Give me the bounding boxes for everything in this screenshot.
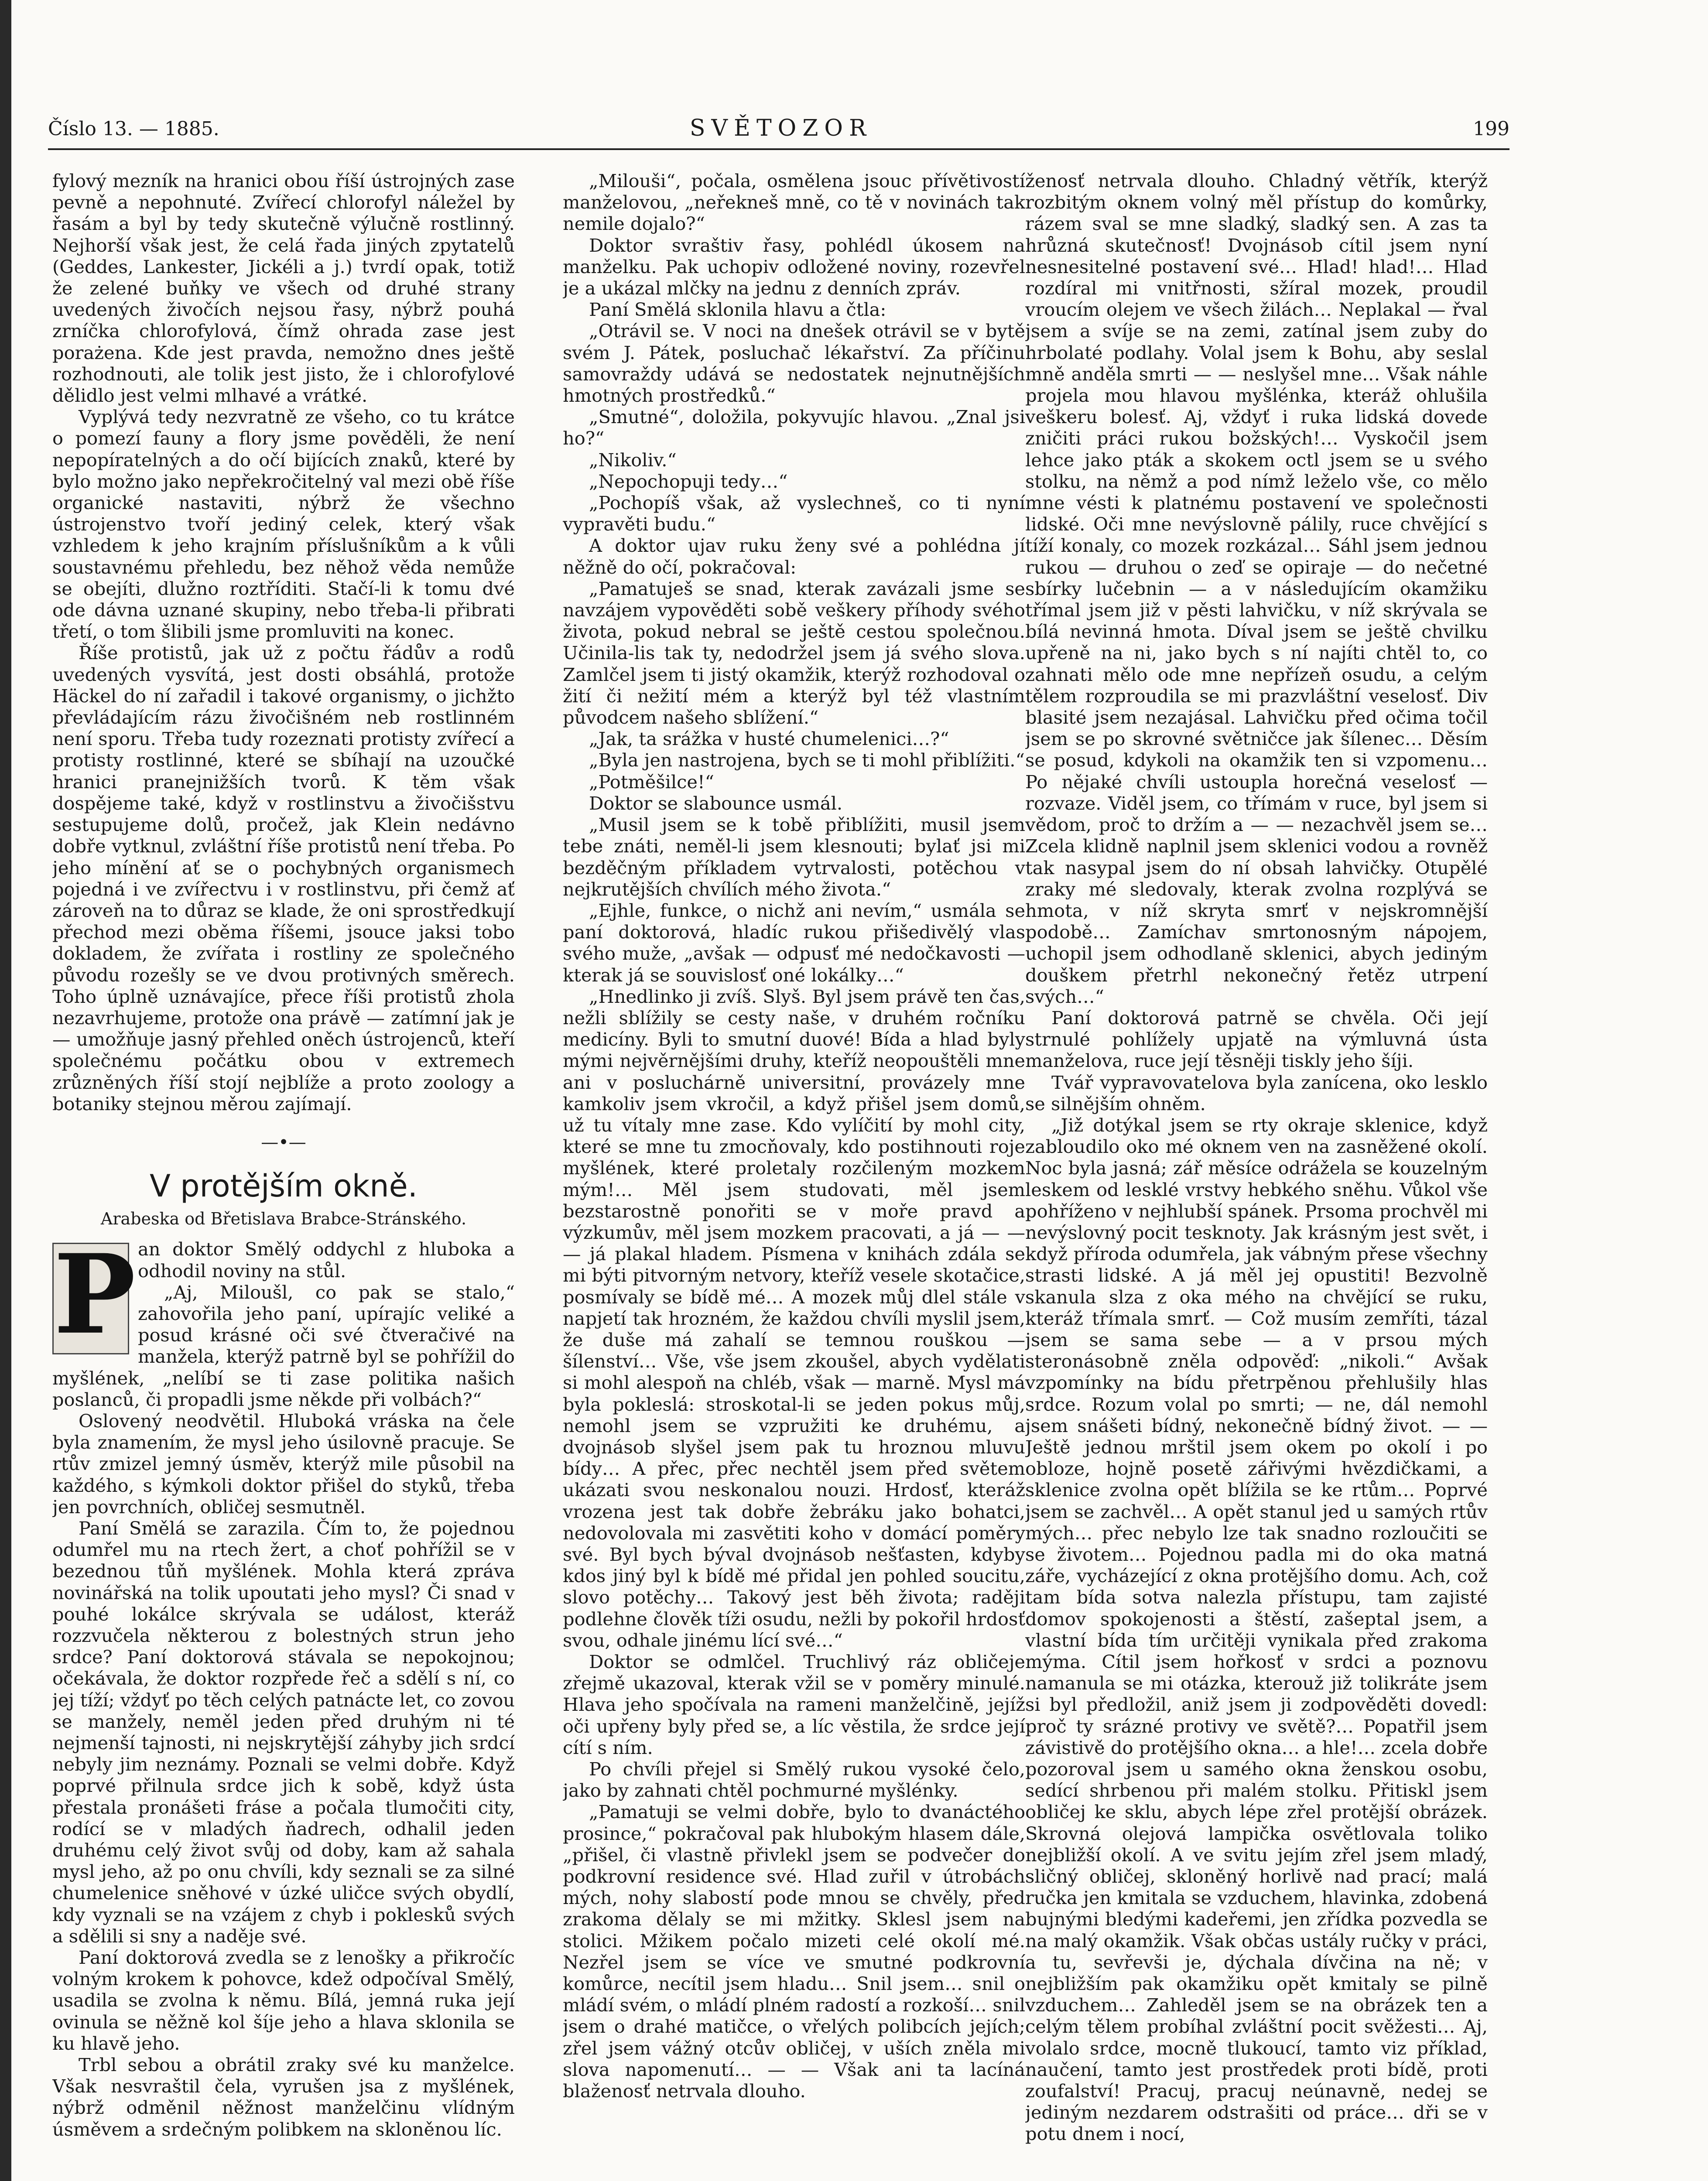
- drop-cap: P: [52, 1243, 129, 1354]
- column-1: [52, 170, 515, 2181]
- article-paragraph: fylový mezník na hranici obou říší ústrojných zase pevně a nepohnuté. Zvířecí chlorofyl náležel by řasám a byl by tedy skutečně výlučně rostlinný. Nejhorší však jest, že celá řada jiných zpytatelů (Geddes, Lankester, Jickéli a j.) tvrdí opak, totiž že zelené buňky ve všech od druhé strany uvedených živočích nejsou řasy, nýbrž pouhá zrníčka chlorofylová, čímž ohrada zase jest porażena. Kde jest pravda, nemožno dnes ještě rozhodnouti, ale tolik jest jisto, že i chlorofylové dělidlo jest velmi mlhavé a vrátké.: [52, 170, 515, 407]
- story-byline: Arabeska od Břetislava Brabce-Stránského.: [100, 1209, 467, 1229]
- article-paragraph: Říše protistů, jak už z počtu řádův a rodů uvedených vysvítá, jest dosti obsáhlá, protože Häckel do ní zařadil i takové organismy, o jichžto převládajícím rázu živočišném neb rostlinném není sporu. Třeba tudy rozeznati protisty zvířecí a protisty rostlinné, které se sbíhají na uzoučké hranici pranejnižších tvorů. K těm však dospějeme také, když v rostlinstvu a živočišstvu sestupujeme dolů, pročež, jak Klein nedávno dobře vytknul, zvláštní říše protistů není třeba. Po jeho mínění ať se o pochybných organismech pojedná i ve zvířectvu i v rostlinstvu, při čemž ať zároveň na to důraz se klade, že oni sprostředkují přechod mezi oběma říšemi, jsouce jaksi tobo dokladem, že zvířata i rostliny ze společného původu rozešly se ve dvou protivných směrech. Toho úplně uznávajíce, přece říši protistů zhola nezavrhujeme, protože ona právě — zatímní jak je — umožňuje jasný přehled oněch ústrojenců, kteří společnému počátku obou v extremech zrůzněných říší stojí nejblíže a proto zoology a botaniky stejnou měrou zajímají.: [52, 642, 515, 1114]
- story-paragraph: „Již dotýkal jsem se rty okraje sklenice, když zabloudilo oko mé oknem ven na zasněžené okolí. Noc byla jasná; zář měsíce odrážela se kouzelným leskem od lesklé vrstvy hebkého sněhu. Vůkol vše pohříženo v nejhlubší spánek. Prsoma prochvěl mi nevýslovný pocit tesknoty. Jak krásným jest svět, i když příroda odumřela, jak vábným přese všechny strasti lidské. A já měl jej opustiti! Bezvolně skanula slza z oka mého na chvějící se ruku, kteráž třímala smrť. — Což musím zemříti, tázal jsem se sama sebe — a v prsou mých steronásobně zněla odpověď: „nikoli.“ Avšak vzpomínky na bídu přetrpěnou přehlušily hlas srdce. Rozum volal po smrti; — ne, dál nemohl jsem snášeti bídný, nekonečně bídný život. — — Ještě jednou mrštil jsem okem po okolí i po obloze, hojně posetě zářivými hvězdičkami, a sklenice zvolna opět blížila se ke rtům… Poprvé jsem se zachvěl… A opět stanul jed u samých rtův mých… přec nebylo lze tak snadno rozloučiti se se životem… Pojednou padla mi do oka matná záře, vycházející z okna protějšího domu. Ach, což tam bída sotva nalezla přístupu, tam zajisté domov spokojenosti a štěstí, zašeptal jsem, a vlastní bída tím určitěji vynikala před zrakoma mýma. Cítil jsem hořkosť v srdci a poznovu namanula se mi otázka, kterouž již tolikráte jsem si byl předložil, aniž jsem ji zodpověděti dovedl: proč ty srázné protivy ve světě?… Popatřil jsem závistivě do protějšího okna… a hle!… zcela dobře pozoroval jsem u samého okna ženskou osobu, sedící shrbenou při malém stolku. Přitiskl jsem obličej ke sklu, abych lépe zřel protější obrázek. Skrovná olejová lampička osvětlovala toliko nejbližší okolí. A ve svitu jejím zřel jsem mladý, sličný obličej, skloněný horlivě nad prací; malá ručka jen kmitala se vzduchem, hlavinka, zdobená bujnými bledými kadeřemi, jen zřídka pozvedla se na malý okamžik. Však občas ustály ručky v práci, a tu, sevřevši je, dýchala dívčina na ně; v nejbližším pak okamžiku opět kmitaly se pilně vzduchem… Zahleděl jsem se na obrázek ten a celým tělem probíhal zvláštní pocit svěžesti… Aj, volalo srdce, mocně tlukoucí, tamto viz příklad, naučení, tamto jest prostředek proti bídě, proti zoufalství! Pracuj, pracuj neúnavně, nedej se jediným nezdarem odstrašiti od práce… dři se v potu dnem i nocí,: [1025, 1114, 1488, 2145]
- story-paragraph: „Ejhle, funkce, o nichž ani nevím,“ usmála se paní doktorová, hladíc rukou přišedivělý vlas svého muže, „avšak — odpusť mé nedočkavosti — kterak já se souvislosť oné lokálky…“: [563, 899, 1025, 986]
- story-paragraph: „Hnedlinko ji zvíš. Slyš. Byl jsem právě ten čas, nežli sblížily se cesty naše, v druhém ročníku medicíny. Byli to smutní duové! Bída a hlad byly mými nejvěrnějšími druhy, kteříž neopouštěli mne ani v posluchárně universitní, provázely mne kamkoliv jsem vkročil, a když přišel jsem domů, už tu vítaly mne zase. Kdo vylíčití by mohl city, které se mne tu zmocňovaly, kdo postihnouti roje myšlének, které proletaly rozčileným mozkem mým!… Měl jsem studovati, měl jsem bezstarostně ponořiti se v moře pravd a výzkumův, měl jsem mozkem pracovati, a já — — — já plakal hladem. Písmena v knihách zdála se mi býti pitvorným netvory, kteříž vesele skotačice, posmívaly se bídě mé… A mozek můj dlel stále v napjetí tak hrozném, že každou chvíli myslil jsem, že duše má zahalí se temnou rouškou — šílenství… Vše, vše jsem zkoušel, abych vydělati si mohl alespoň na chléb, však — marně. Mysl má byla pokleslá: stroskotal-li se jeden pokus můj, nemohl jsem se vzpružiti ke druhému, a dvojnásob slyšel jsem pak tu hroznou mluvu bídy… A přec, přec nechtěl jsem před světem ukázati svou neskonalou nouzi. Hrdosť, kteráž vrozena jest tak dobře žebráku jako bohatci, nedovolovala mi zasvětiti koho v domácí poměry své. Byl bych býval dvojnásob nešťasten, kdyby kdos jiný byl k bídě mé přidal jen pohled soucitu, slovo potěchy… Takový jest běh života; raději podlehne člověk tíži osudu, nežli by pokořil hrdosť svou, odhale jinému lící své…“: [563, 985, 1025, 1651]
- story-paragraph: Paní doktorová patrně se chvěla. Oči její strnulé pohlížely upjatě na výmluvná ústa manželova, ruce její těsněji tiskly jeho šíji.: [1025, 1007, 1488, 1072]
- story-paragraph: Tvář vypravovatelova byla zanícena, oko lesklo se silnějším ohněm.: [1025, 1071, 1488, 1114]
- story-paragraph: Paní Smělá se zarazila. Čím to, že pojednou odumřel mu na rtech žert, a choť pohřížil se v bezednou tůň myšlének. Mohla která zpráva novinářská na tolik upoutati jeho mysl? Či snad v pouhé lokálce skrývala se událost, kteráž rozzvučela některou z bolestných strun jeho srdce? Paní doktorová stávala se nepokojnou; očekávala, že doktor rozpřede řeč a sdělí s ní, co jej tíží; vždyť po těch celých patnácte let, co zovou se manžely, neměl jeden před druhým ni té nejmenší tajnosti, ni nejskrytější záhyby jich srdcí nebyly jim neznámy. Poznali se velmi dobře. Když poprvé přilnula srdce jich k sobě, když ústa přestala pronášeti fráse a počala tlumočiti city, rodící se v mladých ňadrech, odhalil jeden druhému celý život svůj od doby, kam až sahala mysl jeho, až po onu chvíli, kdy seznali se za silné chumelenice sněhové v úzké uličce svých obydlí, kdy vyznali se na vzájem z chyb i poklesků svých a sdělili si sny a naděje své.: [52, 1517, 515, 1947]
- running-header: [48, 109, 1509, 144]
- story-paragraph: „Otrávil se. V noci na dnešek otrávil se v bytě svém J. Pátek, posluchač lékařství. Za příčinu samovraždy udává se nedostatek nejnutnějších hmotných prostředků.“: [563, 320, 1025, 407]
- story-paragraph: „Pochopíš však, až vyslechneš, co ti nyní vypravěti budu.“: [563, 492, 1025, 535]
- story-paragraph: Doktor se slabounce usmál.: [589, 792, 843, 814]
- story-paragraph: Oslovený neodvětil. Hluboká vráska na čele byla znamením, že mysl jeho úsilovně pracuje. Se rtův zmizel jemný úsměv, kterýž mile působil na každého, s kýmkoli doktor přišel do styků, třeba jen povrchních, obličej sesmutněl.: [52, 1410, 515, 1518]
- header-rule: [48, 148, 1509, 150]
- story-paragraph: „Potměšilce!“: [589, 771, 714, 793]
- masthead: SVĚTOZOR: [689, 115, 873, 141]
- story-paragraph: Doktor se odmlčel. Truchlivý ráz obličeje zřejmě ukazoval, kterak vžil se v poměry minulé. Hlava jeho spočívala na rameni manželčině, jejíž oči upřeny byly před se, a líc věstila, že srdce její cítí s ním.: [563, 1651, 1025, 1758]
- story-paragraph: an doktor Smělý oddychl z hluboka a odhodil noviny na stůl.: [138, 1238, 515, 1282]
- column-2: [563, 170, 1025, 2181]
- story-paragraph: Doktor svraštiv řasy, pohlédl úkosem na manželku. Pak uchopiv odložené noviny, rozevřel je a ukázal mlčky na jednu z denních zpráv.: [563, 234, 1025, 299]
- story-paragraph: „Aj, Miloušl, co pak se stalo,“ zahovořila jeho paní, upírajíc veliké a posud krásné oči své čtveračivé na manžela, kterýž patrně byl se pohřížil do myšlének, „nelíbí se ti zase politika našich poslanců, či propadli jsme někde při volbách?“: [52, 1281, 515, 1410]
- story-paragraph: A doktor ujav ruku ženy své a pohlédna jí něžně do očí, pokračoval:: [563, 535, 1025, 578]
- page-edge: [0, 0, 11, 2181]
- story-title: V protějším okně.: [149, 1168, 418, 1204]
- story-paragraph: „Musil jsem se k tobě přiblížiti, musil jsem tebe znáti, neměl-li jsem klesnouti; bylať jsi mi bezděčným příkladem vytrvalosti, potěchou v nejkrutějších chvílích mého života.“: [563, 814, 1025, 900]
- story-paragraph: „Nepochopuji tedy…“: [589, 470, 788, 492]
- story-paragraph: Paní doktorová zvedla se z lenošky a přikročíc volným krokem k pohovce, kdež odpočíval Smělý, usadila se zvolna k němu. Bílá, jemná ruka její ovinula se něžně kol šíje jeho a hlava sklonila se ku hlavě jeho.: [52, 1947, 515, 2054]
- section-divider: —•—: [261, 1132, 306, 1152]
- story-paragraph: „Smutné“, doložila, pokyvujíc hlavou. „Znal jsi ho?“: [563, 406, 1025, 449]
- column-3: [1025, 170, 1488, 2181]
- issue-number: Číslo 13. — 1885.: [48, 118, 219, 140]
- story-paragraph: ženosť netrvala dlouho. Chladný větřík, kterýž rozbitým oknem volný měl přístup do komůrky, rázem sval se mne sladký, sladký sen. A zas ta hrůzná skutečnosť! Dvojnásob cítil jsem nyní nesnesitelné postavení své… Hlad! hlad!… Hlad rozdíral mi vnitřnosti, sžíral mozek, proudil vroucím olejem ve všech žilách… Neplakal — řval jsem a svíje se na zemi, zatínal jsem zuby do hrbolaté podlahy. Volal jsem k Bohu, aby seslal mně anděla smrti — — neslyšel mne… Však náhle projela mou hlavou myšlénka, kteráž ohlušila veškeru bolesť. Aj, vždyť i ruka lidská dovede zničiti práci rukou božských!… Vyskočil jsem lehce jako pták a skokem octl jsem se u svého stolku, na němž a pod nímž leželo vše, co mělo mne vésti k platnému postavení ve společnosti lidské. Oči mne nevýslovně pálily, ruce chvějící s tíží konaly, co mozek rozkázal… Sáhl jsem jednou rukou — druhou o zeď se opiraje — do nečetné sbírky lučebnin — a v následujícím okamžiku třímal jsem již v pěsti lahvičku, v níž skrývala se bílá nevinná hmota. Díval jsem se ještě chvilku upřeně na ni, jako bych s ní najíti chtěl to, co zahnati mělo ode mne nepřízeň osudu, a celým tělem rozproudila se mi prazvláštní veselosť. Div blasité jsem nezajásal. Lahvičku před očima točil jsem se po skrovné světničce jak šílenec… Děsím se posud, kdykoli na okamžik ten si vzpomenu… Po nějaké chvíli ustoupla horečná veselosť — rozvaze. Viděl jsem, co třímám v ruce, byl jsem si vědom, proč to držím a — — nezachvěl jsem se… Zcela klidně naplnil jsem sklenici vodou a rovněž tak nasypal jsem do ní obsah lahvičky. Otupělé zraky mé sledovaly, kterak zvolna rozplývá se hmota, v níž skryta smrť v nejskromnější podobě… Zamíchav smrtonosným nápojem, uchopil jsem odhodlaně sklenici, abych jediným douškem přetrhl nekonečný řetěz utrpení svých…“: [1025, 170, 1488, 1007]
- story-paragraph: „Milouši“, počala, osmělena jsouc přívětivostí manželovou, „neřekneš mně, co tě v novinách tak nemile dojalo?“: [563, 170, 1025, 235]
- story-paragraph: „Pamatuješ se snad, kterak zavázali jsme se navzájem vypověděti sobě veškery příhody svého života, pokud nebral se ještě cestou společnou. Učinila-lis tak ty, nedodržel jsem já svého slova. Zamlčel jsem ti jistý okamžik, kterýž rozhodoval o žití či nežití mém a kterýž byl též vlastním původcem našeho sblížení.“: [563, 578, 1025, 728]
- story-paragraph: „Jak, ta srážka v husté chumelenici…?“: [589, 728, 949, 750]
- story-paragraph: „Byla jen nastrojena, bych se ti mohl přiblížiti.“: [589, 749, 1025, 771]
- story-paragraph: „Nikoliv.“: [589, 449, 677, 471]
- story-paragraph: „Pamatuji se velmi dobře, bylo to dvanáctého prosince,“ pokračoval pak hlubokým hlasem dále, „přišel, či vlastně přivlekl jsem se podvečer do podkrovní residence své. Hlad zuřil v útrobách mých, nohy slabostí pode mnou se chvěly, před zrakoma dělaly se mi mžitky. Sklesl jsem na stolici. Mžikem počalo mizeti celé okolí mé. Nezřel jsem se více ve smutné podkrovní komůrce, necítil jsem hladu… Snil jsem… snil o mládí svém, o mládí plném radostí a rozkoší… snil jsem o drahé matičce, o vřelých polibcích jejích; zřel jsem vážný otcův obličej, v uších zněla mi slova napomenutí… — — Však ani ta lacíná blaženosť netrvala dlouho.: [563, 1801, 1025, 2102]
- article-paragraph: Vyplývá tedy nezvratně ze všeho, co tu krátce o pomezí fauny a flory jsme pověděli, že není nepopíratelných a do očí bijících znaků, které by bylo možno jako nepřekročitelný val mezi obě říše organické nastaviti, nýbrž že všechno ústrojenstvo tvoří jediný celek, který však vzhledem k jeho krajním příslušníkům a k vůli soustavnému přehledu, bez něhož věda nemůže se obejíti, dlužno roztříditi. Stačí-li k tomu dvé ode dávna uznané skupiny, nebo třeba-li přibrati třetí, o tom šlibili jsme promluviti na konec.: [52, 406, 515, 643]
- story-paragraph: Po chvíli přejel si Smělý rukou vysoké čelo, jako by zahnati chtěl pochmurné myšlénky.: [563, 1758, 1025, 1802]
- page-number: 199: [1473, 118, 1509, 140]
- story-paragraph: Trbl sebou a obrátil zraky své ku manželce. Však nesvraštil čela, vyrušen jsa z myšlének, nýbrž odměnil něžnost manželčinu vlídným úsměvem a srdečným polibkem na skloněnou líc.: [52, 2054, 515, 2140]
- story-paragraph: Paní Smělá sklonila hlavu a čtla:: [589, 299, 887, 321]
